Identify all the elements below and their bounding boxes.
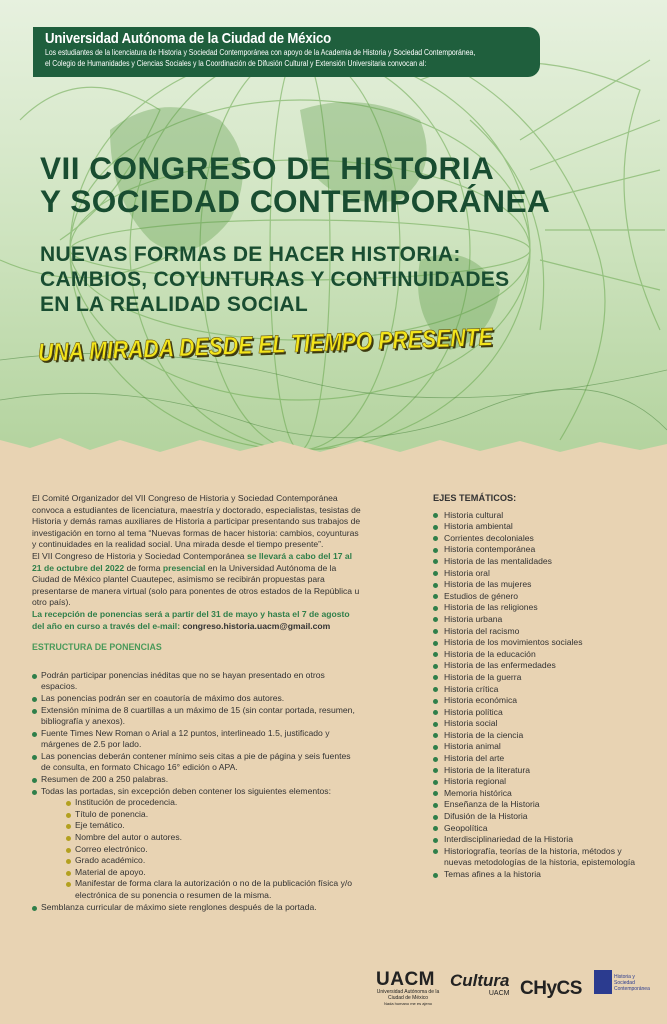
cover-elements-list — [66, 797, 362, 901]
hsc-emblem-icon — [594, 970, 612, 994]
list-item: Nombre del autor o autores. — [66, 832, 362, 844]
call-text-column — [32, 493, 362, 913]
tagline: UNA MIRADA DESDE EL TIEMPO PRESENTE — [37, 323, 494, 367]
sponsor-logos: UACM Universidad Autónoma de la Ciudad de México Nada humano me es ajeno Cultura UACM CHyCS Historia y Sociedad Contemporánea — [376, 969, 650, 1006]
theme-item: Historia del racismo — [433, 626, 648, 638]
theme-item: Memoria histórica — [433, 788, 648, 800]
theme-item: Estudios de género — [433, 591, 648, 603]
event-dates: se llevará a cabo del 17 al 21 de octubre del 2022 — [32, 550, 353, 573]
theme-item: Historia política — [433, 707, 648, 719]
list-item: Fuente Times New Roman o Arial a 12 puntos, interlineado 1.5, justificado y márgenes de 2.5 por lado. — [32, 728, 362, 751]
list-item: Título de ponencia. — [66, 809, 362, 821]
list-item: Material de apoyo. — [66, 867, 362, 879]
theme-item: Historia de las mujeres — [433, 579, 648, 591]
theme-item: Historia de la literatura — [433, 765, 648, 777]
dates-paragraph: El VII Congreso de Historia y Sociedad Contemporánea se llevará a cabo del 17 al 21 de octubre del 2022 de forma presencial en la Universidad Autónoma de la Ciudad de México plantel Cuautepec, asimismo se recibirán propuestas para presentarse de manera virtual (solo para ponentes de otros estados de la República u otro país). — [32, 550, 360, 608]
list-item: Podrán participar ponencias inéditas que no se hayan presentado en otros espacios. — [32, 670, 362, 693]
list-item: Eje temático. — [66, 820, 362, 832]
header-banner — [33, 27, 540, 77]
title-line-2: Y SOCIEDAD CONTEMPORÁNEA — [40, 183, 551, 219]
list-item: Todas las portadas, sin excepción deben contener los siguientes elementos: — [32, 786, 362, 798]
theme-item: Historia regional — [433, 776, 648, 788]
list-item: Institución de procedencia. — [66, 797, 362, 809]
subtitle-line-3: EN LA REALIDAD SOCIAL — [40, 293, 309, 316]
title-line-1: VII CONGRESO DE HISTORIA — [40, 150, 495, 186]
themes-list — [433, 510, 648, 881]
cultura-logo: Cultura UACM — [450, 971, 510, 997]
theme-item: Enseñanza de la Historia — [433, 799, 648, 811]
theme-item: Corrientes decoloniales — [433, 533, 648, 545]
intro-paragraph: El Comité Organizador del VII Congreso de Historia y Sociedad Contemporánea convoca a estudiantes de licenciatura, maestría y doctorado, especialistas, tesistas de Historia y demás ramas auxiliares de Historia a participar presentando sus trabajos de investigación en torno al tema “Nuevas formas de hacer historia: cambios, coyunturas y continuidades en la realidad social. Una mirada desde el tiempo presente”. — [32, 493, 361, 550]
theme-item: Interdisciplinariedad de la Historia — [433, 834, 648, 846]
list-item: Grado académico. — [66, 855, 362, 867]
theme-item: Historia de las enfermedades — [433, 660, 648, 672]
header-artwork — [0, 0, 667, 455]
theme-item: Historia urbana — [433, 614, 648, 626]
congress-title — [40, 152, 550, 218]
theme-item: Historia oral — [433, 568, 648, 580]
theme-item: Historia de la educación — [433, 649, 648, 661]
theme-item: Historia social — [433, 718, 648, 730]
list-item: Semblanza curricular de máximo siete renglones después de la portada. — [32, 902, 362, 914]
theme-item: Temas afines a la historia — [433, 869, 648, 881]
reception-paragraph: La recepción de ponencias será a partir del 31 de mayo y hasta el 7 de agosto del año en curso a través del e-mail: congreso.historia.uacm@gmail.com — [32, 608, 350, 631]
subtitle-line-1: NUEVAS FORMAS DE HACER HISTORIA: — [40, 243, 461, 266]
modality: presencial — [162, 562, 206, 573]
theme-item: Historia de la ciencia — [433, 730, 648, 742]
theme-item: Historia contemporánea — [433, 544, 648, 556]
university-name: Universidad Autónoma de la Ciudad de México — [45, 30, 332, 47]
theme-item: Historia de las religiones — [433, 602, 648, 614]
theme-item: Historia de las mentalidades — [433, 556, 648, 568]
contact-email[interactable]: congreso.historia.uacm@gmail.com — [182, 620, 331, 631]
themes-heading: EJES TEMÁTICOS: — [433, 493, 517, 503]
theme-item: Historia ambiental — [433, 521, 648, 533]
theme-item: Historiografía, teorías de la historia, métodos y nuevas metodologías de la historia, epistemología — [433, 846, 648, 869]
chycs-logo: CHyCS — [520, 978, 582, 999]
theme-item: Historia cultural — [433, 510, 648, 522]
structure-heading: ESTRUCTURA DE PONENCIAS — [32, 642, 162, 653]
list-item: Las ponencias deberán contener mínimo seis citas a pie de página y seis fuentes de consulta, en formato Chicago 16° edición o APA. — [32, 751, 362, 774]
theme-item: Difusión de la Historia — [433, 811, 648, 823]
themes-column — [433, 493, 648, 881]
theme-item: Historia económica — [433, 695, 648, 707]
list-item: Correo electrónico. — [66, 844, 362, 856]
convocation-line-1: Los estudiantes de la licenciatura de Historia y Sociedad Contemporánea con apoyo de la Academia de Historia y Sociedad Contemporánea, — [45, 48, 476, 57]
list-item: Extensión mínima de 8 cuartillas a un máximo de 15 (sin contar portada, resumen, bibliografía y anexos). — [32, 705, 362, 728]
theme-item: Historia de la guerra — [433, 672, 648, 684]
list-item: Manifestar de forma clara la autorización o no de la publicación física y/o electrónica de su ponencia o resumen de la misma. — [66, 878, 362, 901]
structure-list-end — [32, 902, 362, 914]
theme-item: Historia crítica — [433, 684, 648, 696]
theme-item: Geopolítica — [433, 823, 648, 835]
structure-list — [32, 670, 362, 798]
convocation-line-2: el Colegio de Humanidades y Ciencias Sociales y la Coordinación de Difusión Cultural y Extensión Universitaria convocan al: — [45, 59, 427, 68]
congress-subtitle — [40, 242, 509, 317]
subtitle-line-2: CAMBIOS, COYUNTURAS Y CONTINUIDADES — [40, 268, 510, 291]
list-item: Las ponencias podrán ser en coautoría de máximo dos autores. — [32, 693, 362, 705]
list-item: Resumen de 200 a 250 palabras. — [32, 774, 362, 786]
theme-item: Historia del arte — [433, 753, 648, 765]
theme-item: Historia de los movimientos sociales — [433, 637, 648, 649]
theme-item: Historia animal — [433, 741, 648, 753]
uacm-logo: UACM Universidad Autónoma de la Ciudad de México Nada humano me es ajeno — [376, 969, 440, 1006]
